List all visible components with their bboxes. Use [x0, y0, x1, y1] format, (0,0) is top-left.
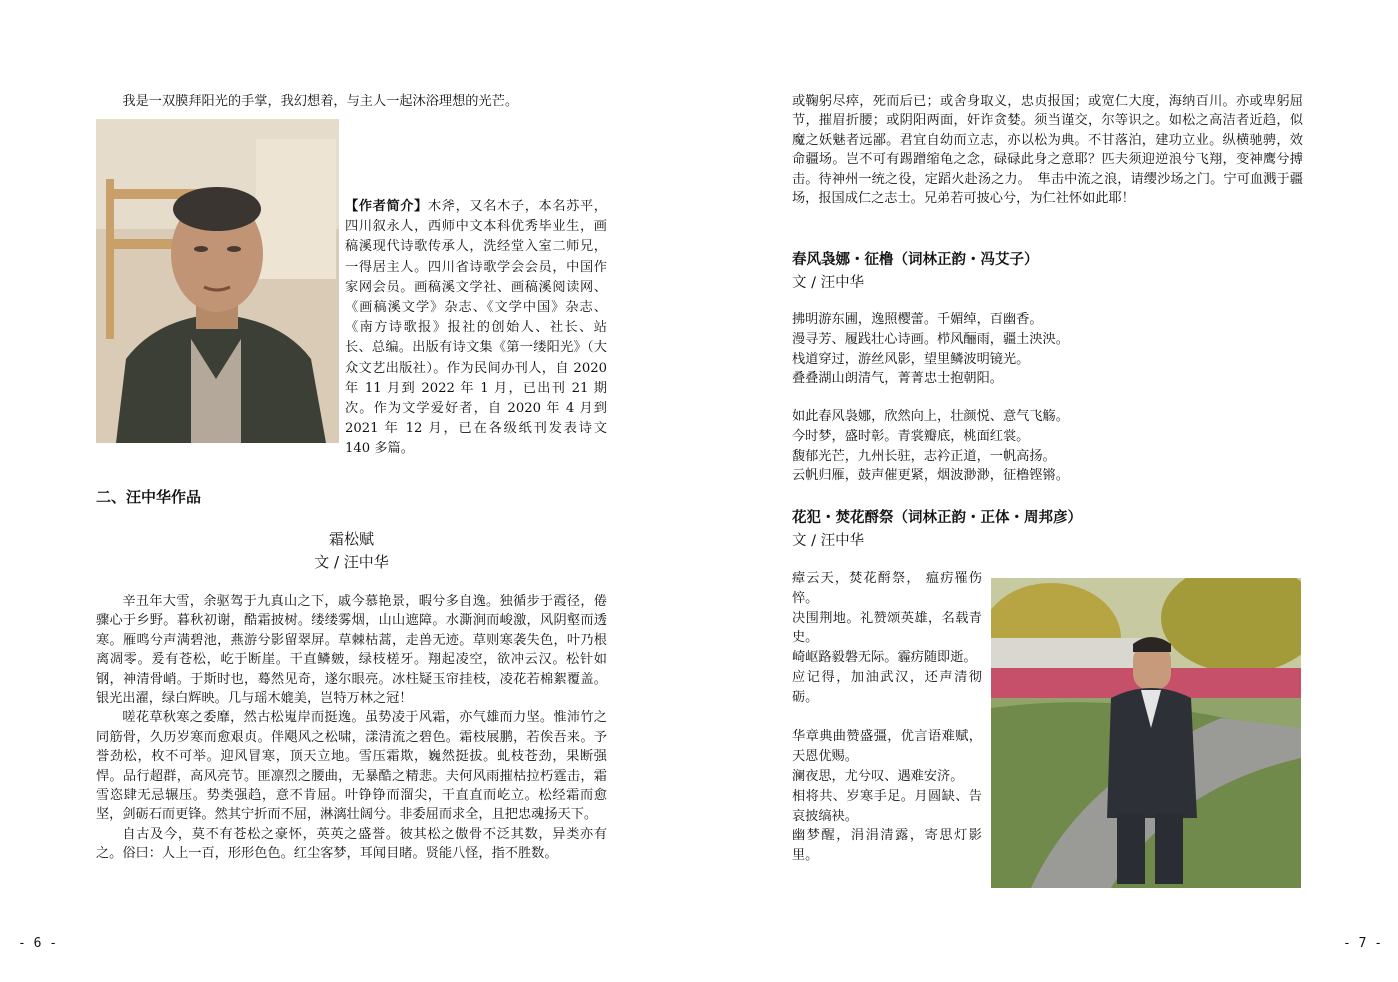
poem-line: 云帆归雁，鼓声催更紧，烟波渺渺，征橹铿锵。: [792, 468, 1069, 484]
essay-body: [96, 592, 607, 864]
author-photo: [96, 119, 339, 443]
poem3-title: 花犯・焚花酹祭（词林正韵・正体・周邦彦）: [792, 510, 1082, 526]
poem3-body: [792, 569, 982, 866]
poem-line: 应记得，加油武汉，还声清彻砺。: [792, 669, 982, 705]
poem-line: 瘴云天，焚花酹祭， 瘟疠罹伤悴。: [792, 571, 982, 606]
page-number-left: - 6 -: [18, 936, 58, 951]
poem-line: 华章典曲赞盛彊，优言语难赋，天恩优赐。: [792, 729, 982, 765]
poem2-stanza2: [792, 407, 1069, 486]
poem2-stanza1: [792, 310, 1069, 389]
intro-line: 我是一双膜拜阳光的手掌，我幻想着，与主人一起沐浴理想的光芒。: [122, 94, 519, 109]
poem-line: 崎岖路毅磐无际。霾疠随即逝。: [792, 650, 977, 666]
poem-line: 拂明游东圃，逸照樱蕾。千媚绰，百幽香。: [792, 312, 1043, 327]
poem3-author: 文 / 汪中华: [792, 533, 865, 549]
poem-line: 幽梦醒，涓涓清露，寄思灯影里。: [792, 828, 982, 864]
essay-paragraph: 嗟花草秋寒之委靡，然古松嵬岸而挺逸。虽势凌于风霜，亦气雄而力坚。惟沛竹之同筋骨，久历岁寒而愈艰贞。伴飓风之松啸，漾清流之碧色。霜枝展鹏，若俟吾来。予誉劲松，枚不可举。迎风冒寒，顶天立地。雪压霜欺，巍然挺拔。虬枝苍劲，果断强悍。品行超群，高风亮节。匪凛烈之腰曲，无暴酷之精悲。夫何风雨摧枯拉朽霆击，霜雪恣肆无忌辗压。势类强趋，意不肯屈。叶铮铮而溜尖，干直直而屹立。松经霜而愈坚，剑砺石而更锋。然其宁折而不屈，淋漓壮阔兮。非委屈而求全，且把忠魂扬天下。: [96, 710, 607, 823]
poem-line: 栈道穿过，游丝风影，望里鳞波明镜光。: [792, 351, 1030, 367]
essay-paragraph: 辛丑年大雪，余驱驾于九真山之下，戚今慕艳景，暇兮多自逸。独循步于霞径，倦骤心于乡野。暮秋初谢，酷霜披树。缕缕雾烟，山山遮障。水澌涧而峻激，风阴壑而透寒。雁鸣兮声满碧池，燕游兮影留翠屏。草棘枯蒿，走兽无迹。草则寒袭失色，叶乃根离凋零。爰有苍松，屹于断崖。干直鳞皴，绿枝槎牙。翔起凌空，欲冲云汉。松针如钢，神清骨峭。于斯时也，蓦然见奇，遂尔眼亮。冰柱疑玉帘挂枝，凌花若棉絮覆盖。银光出濯，绿白辉映。几与瑶木媲美，岂特万林之冠！: [96, 594, 607, 707]
poem2-title: 春风袅娜・征橹（词林正韵・冯艾子）: [792, 252, 1039, 268]
poem-line: 馥郁光芒，九州长驻，志衿正道，一帆高扬。: [792, 448, 1056, 464]
poem-line: 决围荆地。礼赞颂英雄，名载青史。: [792, 610, 982, 646]
poem2-author: 文 / 汪中华: [792, 275, 865, 291]
essay-paragraph: 自古及今，莫不有苍松之豪怀，英英之盛誉。彼其松之傲骨不泛其数，异类亦有之。俗曰：人上一百，形形色色。红尘客梦，耳闻目睹。贤能八怪，指不胜数。: [96, 826, 607, 862]
section-heading: 二、汪中华作品: [96, 488, 202, 506]
poem-line: 叠叠湖山朗清气，菁菁忠士抱朝阳。: [792, 371, 1003, 387]
poem-line: 澜夜思，尤兮叹、遇难安济。: [792, 768, 964, 784]
poem-line: 漫寻芳、履践壮心诗画。栉风酾雨，疆土泱泱。: [792, 331, 1069, 347]
poem-line: 如此春风袅娜，欣然向上，壮颜悦、意气飞觞。: [792, 409, 1069, 424]
author-bio: [345, 197, 607, 460]
page-number-right: - 7 -: [1343, 936, 1383, 951]
work-author: 文 / 汪中华: [314, 553, 389, 571]
work-title: 霜松赋: [328, 530, 374, 548]
poet-photo: [991, 578, 1301, 888]
right-page: [699, 0, 1398, 982]
stanza-gap: [792, 708, 982, 728]
poem-line: 今时梦，盛时彰。青裳瓣底，桃面红裳。: [792, 428, 1030, 444]
bio-text: 木斧，又名木子，本名苏平，四川叙永人，西师中文本科优秀毕业生，画稿溪现代诗歌传承人，洗经堂入室二师兄，一得居主人。四川省诗歌学会会员，中国作家网会员。画稿溪文学社、画稿溪阅读网、《画稿溪文学》杂志、《文学中国》杂志、《南方诗歌报》报社的创始人、社长、站长、总编。出版有诗文集《第一缕阳光》（大众文艺出版社）。作为民间办刊人，自 2020 年 11 月到 2022 年 1 月，已出刊 21 期次。作为文学爱好者，自 2020 年 4 月到 2021 年 12 月，已在各级纸刊发表诗文 140 多篇。: [345, 199, 607, 457]
essay-continuation: 或鞠躬尽瘁，死而后已；或舍身取义，忠贞报国；或宽仁大度，海纳百川。亦或卑躬屈节，摧眉折腰；或阴阳两面，奸诈贪婪。须当谨交，尔等识之。如松之高洁者近趋，似魔之妖魅者远鄙。君宜自幼而立志，亦以松为典。不甘落泊，建功立业。纵横驰骋，效命疆场。岂不可有踢蹭缩龟之念，碌碌此身之意耶？匹夫须迎逆浪兮飞翔，变神鹰兮搏击。待神州一统之役，定蹈火赴汤之力。 隼击中流之浪，请缨沙场之门。宁可血溅于疆场，报国成仁之志士。兄弟若可披心兮，为仁社怀如此耶！: [792, 94, 1303, 207]
bio-label: 【作者简介】: [345, 199, 428, 214]
poem-line: 相将共、岁寒手足。月圆缺、告哀披缟袂。: [792, 788, 982, 824]
